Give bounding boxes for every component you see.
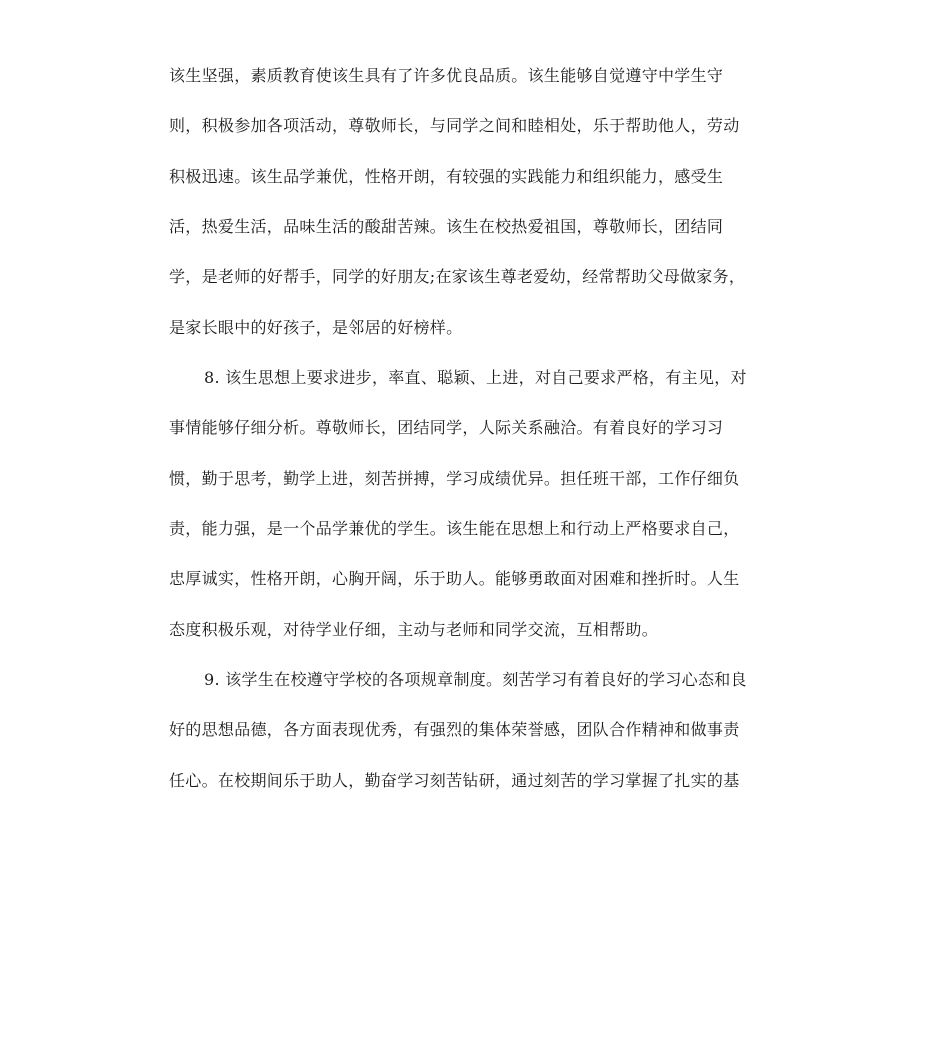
text-line: 则，积极参加各项活动，尊敬师长，与同学之间和睦相处，乐于帮助他人，劳动 [169, 116, 740, 135]
text-line: 责，能力强，是一个品学兼优的学生。该生能在思想上和行动上严格要求自己， [169, 519, 740, 538]
text-line: 是家长眼中的好孩子，是邻居的好榜样。 [169, 318, 463, 337]
text-line: 惯，勤于思考，勤学上进，刻苦拼搏，学习成绩优异。担任班干部，工作仔细负 [169, 469, 740, 488]
paragraph-8-first-line: 8. 该生思想上要求进步，率直、聪颖、上进，对自己要求严格，有主见，对 [204, 368, 747, 387]
text-line: 事情能够仔细分析。尊敬师长，团结同学，人际关系融洽。有着良好的学习习 [169, 418, 724, 437]
paragraph-9-first-line: 9. 该学生在校遵守学校的各项规章制度。刻苦学习有着良好的学习心态和良 [204, 670, 747, 689]
text-line: 好的思想品德，各方面表现优秀，有强烈的集体荣誉感，团队合作精神和做事责 [169, 720, 740, 739]
text-line: 积极迅速。该生品学兼优，性格开朗，有较强的实践能力和组织能力，感受生 [169, 167, 724, 186]
text-line: 态度积极乐观，对待学业仔细，主动与老师和同学交流，互相帮助。 [169, 620, 659, 639]
text-line: 任心。在校期间乐于助人，勤奋学习刻苦钻研，通过刻苦的学习掌握了扎实的基 [169, 771, 740, 790]
text-line: 活，热爱生活，品味生活的酸甜苦辣。该生在校热爱祖国，尊敬师长，团结同 [169, 217, 724, 236]
text-line: 该生坚强，素质教育使该生具有了许多优良品质。该生能够自觉遵守中学生守 [169, 66, 724, 85]
text-line: 忠厚诚实，性格开朗，心胸开阔，乐于助人。能够勇敢面对困难和挫折时。人生 [169, 569, 740, 588]
text-line: 学，是老师的好帮手，同学的好朋友;在家该生尊老爱幼，经常帮助父母做家务， [169, 267, 746, 286]
